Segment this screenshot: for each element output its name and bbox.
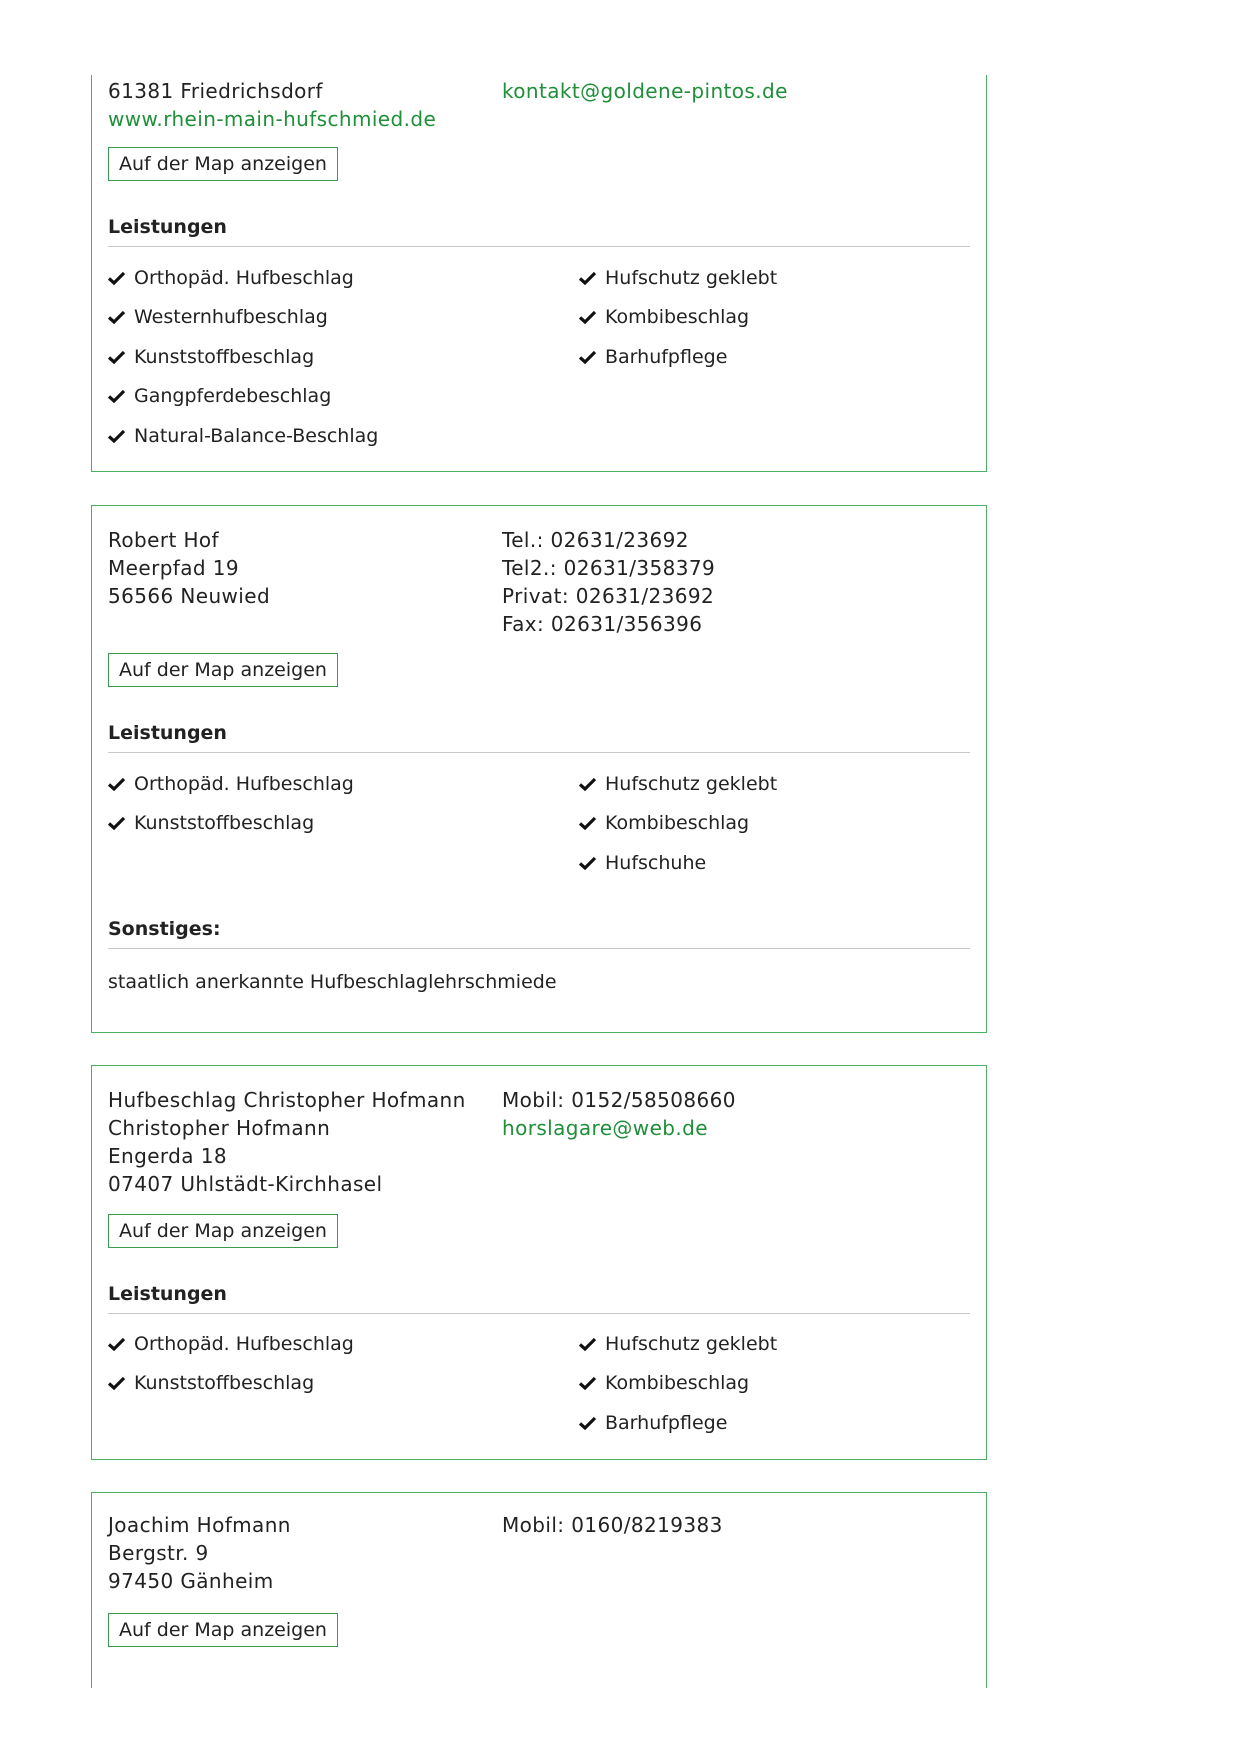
check-icon [108, 350, 125, 364]
provider-name: Christopher Hofmann [108, 1116, 331, 1140]
services-list-right [579, 258, 777, 377]
address-block [108, 1086, 466, 1198]
company-name: Hufbeschlag Christopher Hofmann [108, 1088, 466, 1112]
check-icon [108, 271, 125, 285]
check-icon [579, 271, 596, 285]
check-icon [579, 856, 596, 870]
misc-note: staatlich anerkannte Hufbeschlaglehrschmiede [108, 971, 557, 993]
service-item: Kunststoffbeschlag [108, 337, 378, 377]
services-heading: Leistungen [108, 722, 970, 753]
phone2-line: Tel2.: 02631/358379 [502, 556, 716, 580]
provider-name: Robert Hof [108, 528, 219, 552]
service-item: Hufschutz geklebt [579, 258, 777, 298]
city-line: 07407 Uhlstädt-Kirchhasel [108, 1172, 383, 1196]
street-line: Engerda 18 [108, 1144, 227, 1168]
provider-card [91, 1492, 987, 1688]
check-icon [108, 1337, 125, 1351]
show-on-map-button[interactable]: Auf der Map anzeigen [108, 1613, 338, 1647]
service-item: Kunststoffbeschlag [108, 804, 354, 844]
service-item: Hufschutz geklebt [579, 1324, 777, 1364]
service-item: Orthopäd. Hufbeschlag [108, 764, 354, 804]
services-list-right [579, 1324, 777, 1443]
check-icon [108, 389, 125, 403]
street-line: Meerpfad 19 [108, 556, 239, 580]
service-item: Kombibeschlag [579, 298, 777, 338]
service-item: Kombibeschlag [579, 804, 777, 844]
contact-block [502, 77, 788, 105]
service-item: Orthopäd. Hufbeschlag [108, 258, 378, 298]
provider-card [91, 75, 987, 472]
service-item: Barhufpflege [579, 1403, 777, 1443]
show-on-map-button[interactable]: Auf der Map anzeigen [108, 147, 338, 181]
address-block [108, 1511, 291, 1595]
provider-name: Joachim Hofmann [108, 1513, 291, 1537]
check-icon [108, 429, 125, 443]
contact-block [502, 1086, 736, 1142]
mobile-line: Mobil: 0152/58508660 [502, 1088, 736, 1112]
show-on-map-button[interactable]: Auf der Map anzeigen [108, 1214, 338, 1248]
contact-block [502, 1511, 723, 1539]
address-block [108, 526, 270, 610]
check-icon [579, 310, 596, 324]
service-item: Orthopäd. Hufbeschlag [108, 1324, 354, 1364]
email-link[interactable]: kontakt@goldene-pintos.de [502, 79, 788, 103]
services-list-right [579, 764, 777, 883]
service-item: Westernhufbeschlag [108, 298, 378, 338]
service-item: Hufschutz geklebt [579, 764, 777, 804]
phone-line: Tel.: 02631/23692 [502, 528, 689, 552]
show-on-map-button[interactable]: Auf der Map anzeigen [108, 653, 338, 687]
services-list-left [108, 1324, 354, 1403]
address-line: 61381 Friedrichsdorf [108, 79, 323, 103]
check-icon [108, 1376, 125, 1390]
check-icon [579, 777, 596, 791]
provider-card [91, 505, 987, 1033]
website-link[interactable]: www.rhein-main-hufschmied.de [108, 107, 437, 131]
private-phone-line: Privat: 02631/23692 [502, 584, 715, 608]
services-heading: Leistungen [108, 216, 970, 247]
contact-block [502, 526, 715, 638]
check-icon [579, 1376, 596, 1390]
services-heading: Leistungen [108, 1283, 970, 1314]
check-icon [579, 350, 596, 364]
service-item: Gangpferdebeschlag [108, 377, 378, 417]
check-icon [579, 816, 596, 830]
check-icon [579, 1416, 596, 1430]
fax-line: Fax: 02631/356396 [502, 612, 703, 636]
services-list-left [108, 764, 354, 843]
city-line: 56566 Neuwied [108, 584, 271, 608]
service-item: Natural-Balance-Beschlag [108, 416, 378, 456]
service-item: Kombibeschlag [579, 1364, 777, 1404]
city-line: 97450 Gänheim [108, 1569, 274, 1593]
check-icon [108, 777, 125, 791]
service-item: Barhufpflege [579, 337, 777, 377]
services-list-left [108, 258, 378, 456]
check-icon [108, 310, 125, 324]
service-item: Kunststoffbeschlag [108, 1364, 354, 1404]
email-link[interactable]: horslagare@web.de [502, 1116, 708, 1140]
street-line: Bergstr. 9 [108, 1541, 209, 1565]
address-block [108, 77, 436, 133]
mobile-line: Mobil: 0160/8219383 [502, 1513, 723, 1537]
misc-heading: Sonstiges: [108, 918, 970, 949]
check-icon [108, 816, 125, 830]
check-icon [579, 1337, 596, 1351]
provider-card [91, 1065, 987, 1460]
service-item: Hufschuhe [579, 843, 777, 883]
